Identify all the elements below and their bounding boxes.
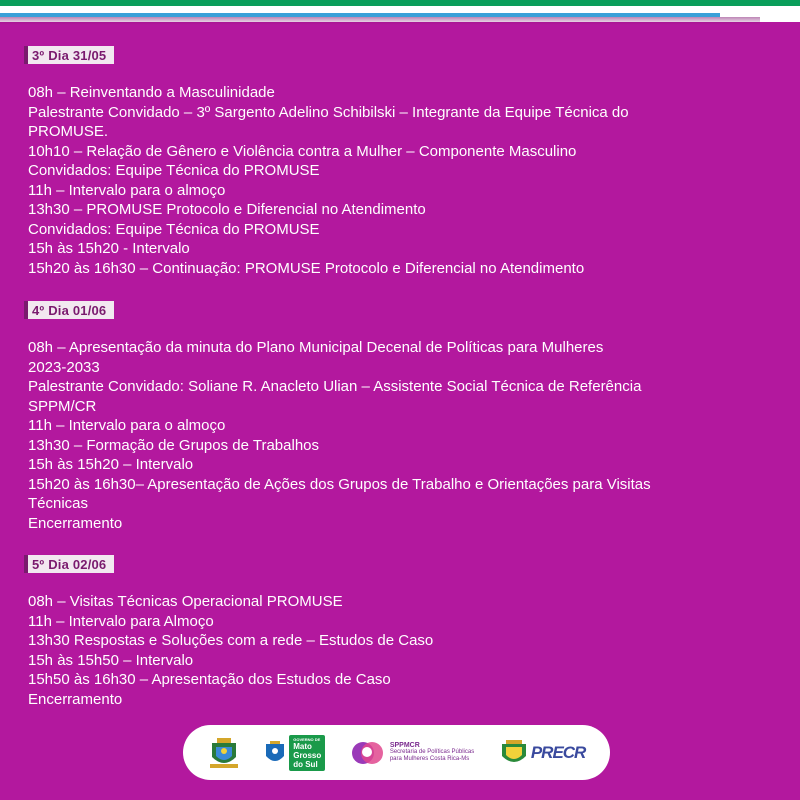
ms-crest-icon (264, 740, 286, 766)
sppmcr-emblem-icon (350, 738, 386, 768)
day-section-3 (28, 46, 788, 278)
pre-cr-text: PRECR (530, 742, 586, 762)
city-crest-icon (499, 738, 529, 768)
ms-government-logo (264, 735, 325, 771)
schedule-line: 15h20 às 16h30– Apresentação de Ações dos Grupos de Trabalho e Orientações para Visitas (28, 475, 651, 493)
schedule-lines (28, 83, 788, 278)
pre-cr-logo (499, 738, 586, 768)
footer-logos (183, 725, 610, 780)
schedule-line: 08h – Reinventando a Masculinidade (28, 84, 275, 101)
schedule-line: Encerramento (28, 514, 123, 532)
schedule-line: Convidados: Equipe Técnica do PROMUSE (28, 162, 320, 179)
schedule-line: Palestrante Convidado – 3º Sargento Adelino Schibilski – Integrante da Equipe Técnica do (28, 103, 629, 121)
schedule-line: SPPM/CR (28, 397, 97, 415)
schedule-line: 15h às 15h50 – Intervalo (28, 651, 194, 669)
schedule-line: 15h20 às 16h30 – Continuação: PROMUSE Protocolo e Diferencial no Atendimento (28, 259, 585, 277)
day-section-5 (28, 555, 788, 709)
schedule-line: 15h às 15h20 - Intervalo (28, 240, 190, 257)
schedule-line: 13h30 Respostas e Soluções com a rede – Estudos de Caso (28, 632, 434, 649)
crest-icon (208, 735, 240, 771)
municipal-crest-logo (208, 735, 240, 771)
sppmcr-text: SPPMCR Secretaria de Políticas Públicas para Mulheres Costa Rica-Ms (389, 742, 475, 762)
schedule-line: Palestrante Convidado: Soliane R. Anacleto Ulian – Assistente Social Técnica de Referência (28, 378, 642, 395)
schedule-line: 11h – Intervalo para o almoço (28, 181, 226, 199)
day-tag: 5º Dia 02/06 (28, 555, 114, 573)
schedule-line: 08h – Apresentação da minuta do Plano Municipal Decenal de Políticas para Mulheres (28, 339, 604, 356)
day-section-4 (28, 301, 788, 533)
schedule-line: 13h30 – Formação de Grupos de Trabalhos (28, 436, 320, 454)
top-shadow (0, 17, 760, 25)
day-tag: 3º Dia 31/05 (28, 46, 114, 64)
top-green-stripe (0, 0, 800, 6)
schedule-line: 08h – Visitas Técnicas Operacional PROMUSE (28, 593, 343, 610)
ms-logo-text: GOVERNO DE Mato Grosso do Sul (289, 735, 325, 771)
schedule-line: 11h – Intervalo para Almoço (28, 612, 214, 630)
schedule-line: 15h50 às 16h30 – Apresentação dos Estudos de Caso (28, 671, 391, 688)
schedule-line: Técnicas (28, 495, 89, 512)
schedule-lines (28, 592, 788, 709)
schedule-line: 11h – Intervalo para o almoço (28, 417, 226, 434)
schedule-line: 13h30 – PROMUSE Protocolo e Diferencial no Atendimento (28, 201, 426, 218)
schedule-line: 2023-2033 (28, 358, 100, 376)
schedule-line: Convidados: Equipe Técnica do PROMUSE (28, 220, 320, 238)
schedule-line: PROMUSE. (28, 123, 109, 140)
schedule-line: Encerramento (28, 690, 123, 708)
sppmcr-logo (350, 738, 474, 768)
schedule-lines (28, 338, 788, 533)
schedule-line: 10h10 – Relação de Gênero e Violência contra a Mulher – Componente Masculino (28, 142, 577, 160)
schedule-line: 15h às 15h20 – Intervalo (28, 456, 194, 473)
day-tag: 4º Dia 01/06 (28, 301, 114, 319)
